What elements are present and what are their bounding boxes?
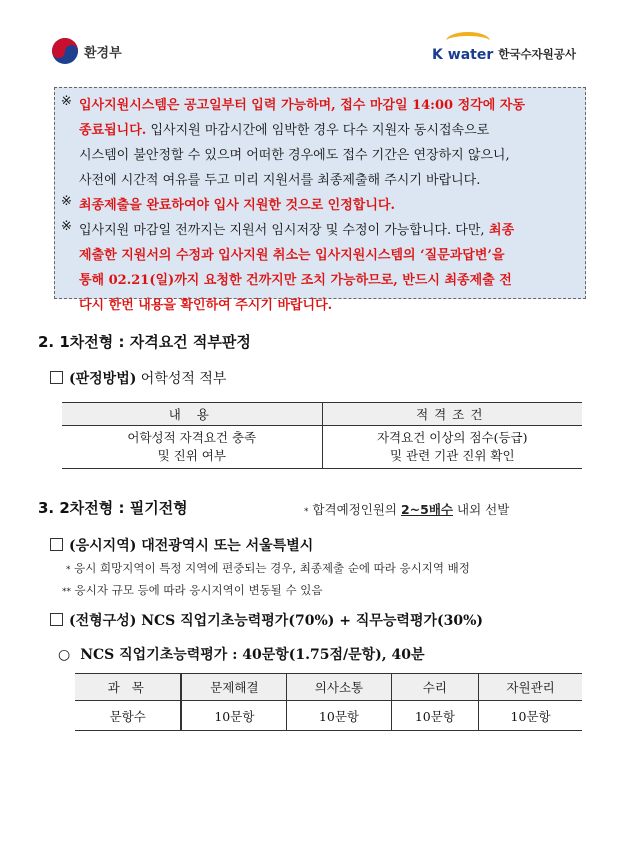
note-text: 응시자 규모 등에 따라 응시지역이 변동될 수 있음	[71, 583, 323, 597]
notice-p1-line1: 입사지원시스템은 공고일부터 입력 가능하며, 접수 마감일 14:00 정각에 자동	[79, 98, 525, 113]
region-text: 대전광역시 또는 서울특별시	[136, 538, 314, 554]
cell-line: 어학성적 자격요건 충족	[127, 430, 257, 445]
table-cell: 10문항	[181, 701, 286, 731]
eligibility-table	[62, 402, 582, 469]
section3-region	[50, 535, 313, 555]
table-header: 수리	[391, 674, 479, 701]
kwater-company-name: 한국수자원공사	[498, 47, 576, 61]
bullet-icon: ○	[58, 647, 71, 663]
section3-title: 3. 2차전형 : 필기전형	[38, 499, 188, 517]
table-header: 적격조건	[322, 403, 582, 426]
table-header: 과 목	[75, 674, 181, 701]
notice-p3-line1-red: 최종	[484, 223, 515, 238]
notice-p1-line3: 시스템이 불안정할 수 있으며 어떠한 경우에도 접수 기간은 연장하지 않으니,	[79, 148, 510, 163]
table-row	[62, 426, 582, 469]
side-note-bold: 2~5배수	[400, 502, 454, 517]
side-note-post: 내외 선발	[453, 502, 510, 517]
section3-side-note	[304, 500, 509, 518]
kwater-logo	[432, 44, 576, 63]
notice-p3-line1-text: 입사지원 마감일 전까지는 지원서 임시저장 및 수정이 가능합니다. 다만,	[79, 223, 485, 238]
ministry-name: 환경부	[84, 45, 122, 61]
note-mark: *	[304, 507, 309, 517]
side-note-pre: 합격예정인원의	[308, 502, 401, 517]
notice-mark: ※	[61, 219, 72, 234]
region-note-2	[62, 582, 322, 598]
method-text: 어학성적 적부	[136, 371, 227, 387]
notice-p1-line4: 사전에 시간적 여유를 두고 미리 지원서를 최종제출해 주시기 바랍니다.	[79, 173, 481, 188]
table-cell: 문항수	[75, 701, 181, 731]
region-label: (응시지역)	[69, 538, 137, 554]
table-header: 의사소통	[287, 674, 391, 701]
ncs-table	[75, 673, 582, 731]
ncs-line	[58, 644, 425, 664]
table-row	[75, 701, 582, 731]
table-cell: 10문항	[287, 701, 391, 731]
section2-title: 2. 1차전형 : 자격요건 적부판정	[38, 333, 251, 351]
table-cell	[62, 426, 322, 469]
ncs-text: NCS 직업기초능력평가 : 40문항(1.75점/문항), 40분	[80, 647, 425, 663]
method-label: (판정방법)	[69, 371, 137, 387]
table-cell: 10문항	[391, 701, 479, 731]
kwater-arc-icon	[446, 32, 490, 50]
kwater-logo-text: K water	[432, 47, 494, 63]
checkbox-icon	[50, 613, 63, 626]
table-header: 문제해결	[181, 674, 286, 701]
table-cell: 10문항	[479, 701, 582, 731]
table-cell	[322, 426, 582, 469]
table-header: 내 용	[62, 403, 322, 426]
note-mark: *	[66, 565, 71, 575]
region-note-1	[66, 560, 470, 576]
notice-p3-line3: 통해 02.21(일)까지 요청한 건까지만 조치 가능하므로, 반드시 최종제출 전	[79, 273, 512, 288]
section3-composition	[50, 610, 483, 630]
cell-line: 및 관련 기관 진위 확인	[389, 448, 515, 463]
note-mark: **	[62, 587, 71, 597]
cell-line: 및 진위 여부	[157, 448, 226, 463]
notice-p3-line2: 제출한 지원서의 수정과 입사지원 취소는 입사지원시스템의 ‘질문과답변’을	[79, 248, 505, 263]
notice-p3-line1	[79, 219, 514, 238]
notice-p3-line4: 다시 한번 내용을 확인하여 주시기 바랍니다.	[79, 298, 333, 313]
notice-p2: 최종제출을 완료하여야 입사 지원한 것으로 인정합니다.	[79, 198, 395, 213]
checkbox-icon	[50, 371, 63, 384]
cell-line: 자격요건 이상의 점수(등급)	[376, 430, 528, 445]
notice-box	[54, 87, 586, 313]
notice-p1-line2-rest: 입사지원 마감시간에 임박한 경우 다수 지원자 동시접속으로	[146, 123, 490, 138]
table-header: 자원관리	[479, 674, 582, 701]
checkbox-icon	[50, 538, 63, 551]
notice-mark: ※	[61, 194, 72, 209]
ministry-logo	[52, 38, 122, 64]
notice-p1-line2	[79, 119, 489, 138]
notice-p1-line2-red: 종료됩니다.	[79, 123, 147, 138]
taegeuk-emblem-icon	[52, 38, 78, 64]
notice-mark: ※	[61, 94, 72, 109]
section2-method	[50, 368, 226, 388]
note-text: 응시 희망지역이 특정 지역에 편중되는 경우, 최종제출 순에 따라 응시지역 배정	[70, 561, 470, 575]
composition-text: (전형구성) NCS 직업기초능력평가(70%) + 직무능력평가(30%)	[69, 613, 484, 629]
